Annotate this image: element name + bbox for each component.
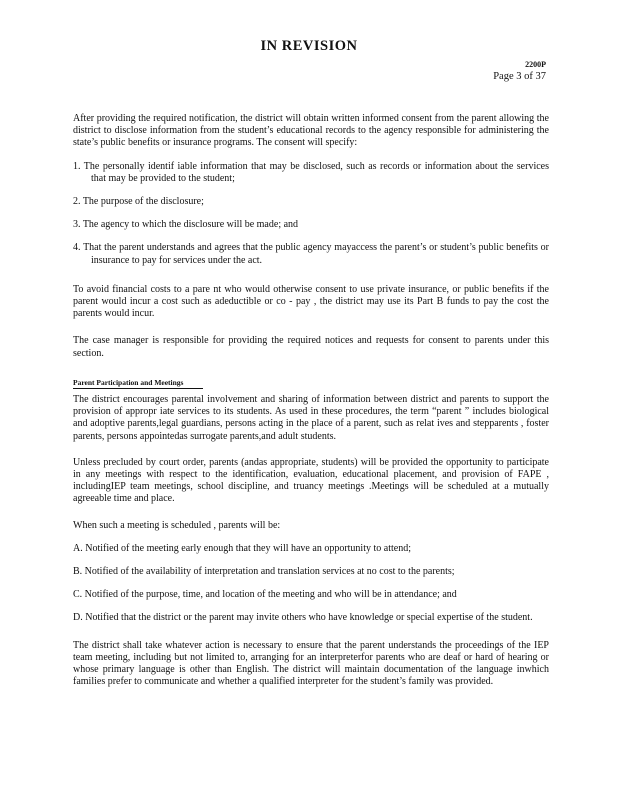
case-manager-paragraph: The case manager is responsible for providing the required notices and requests for consent to parents under this section. (73, 335, 549, 359)
meeting-item-a: A. Notified of the meeting early enough that they will have an opportunity to attend; (73, 542, 411, 554)
costs-paragraph: To avoid financial costs to a pare nt who would otherwise consent to use private insurance, or public benefits if the parent would incur a cost such as adeductible or co - pay , the district may use its Part B funds to pay the cost the parents would incur. (73, 283, 549, 320)
consent-item-4: 4. That the parent understands and agrees that the public agency mayaccess the parent’s or student’s public benefits or insurance to pay for services under the act. (73, 242, 549, 266)
document-code: 2200P (525, 60, 546, 69)
consent-item-2: 2. The purpose of the disclosure; (73, 196, 204, 208)
document-body (73, 113, 549, 689)
meeting-intro-paragraph: When such a meeting is scheduled , parents will be: (73, 519, 281, 531)
participation-paragraph: Unless precluded by court order, parents (andas appropriate, students) will be provided the opportunity to participate in any meetings with respect to the identification, evaluation, educational placement, and provision of FAPE , includingIEP team meetings, school discipline, and truancy meetings .Meetings will be scheduled at a mutually agreeable time and place. (73, 456, 549, 505)
consent-item-1: 1. The personally identif iable information that may be disclosed, such as records or information about the services that may be provided to the student; (73, 160, 549, 184)
interpreter-paragraph: The district shall take whatever action is necessary to ensure that the parent understands the proceedings of the IEP team meeting, including but not limited to, arranging for an interpreterfor parents who are deaf or hard of hearing or whose primary language is other than English. The district will maintain documentation of the language inwhich families prefer to communicate and whether a qualified interpreter for the student’s family was provided. (73, 639, 549, 688)
consent-paragraph: After providing the required notification, the district will obtain written informed consent from the parent allowing the district to disclose information from the student’s educational records to the agency responsible for administering the state’s public benefits or insurance programs. The consent will specify: (73, 113, 549, 149)
page-title: IN REVISION (260, 38, 358, 54)
meeting-item-c: C. Notified of the purpose, time, and location of the meeting and who will be in attendance; and (73, 589, 457, 601)
meeting-item-d: D. Notified that the district or the parent may invite others who have knowledge or special expertise of the student. (73, 612, 533, 624)
page-number: Page 3 of 37 (493, 71, 546, 82)
involvement-paragraph: The district encourages parental involvement and sharing of information between district and parents to support the provision of appropr iate services to its students. As used in these procedures, the term “parent ” includes biological and adoptive parents,legal guardians, persons acting in the place of a parent, such as relat ives and stepparents , foster parents, persons appointedas surrogate parents,and adult students. (73, 394, 549, 442)
section-heading: Parent Participation and Meetings (73, 378, 203, 389)
consent-item-3: 3. The agency to which the disclosure will be made; and (73, 219, 299, 231)
meeting-item-b: B. Notified of the availability of interpretation and translation services at no cost to the parents; (73, 566, 455, 578)
section-heading-wrap (73, 377, 549, 389)
